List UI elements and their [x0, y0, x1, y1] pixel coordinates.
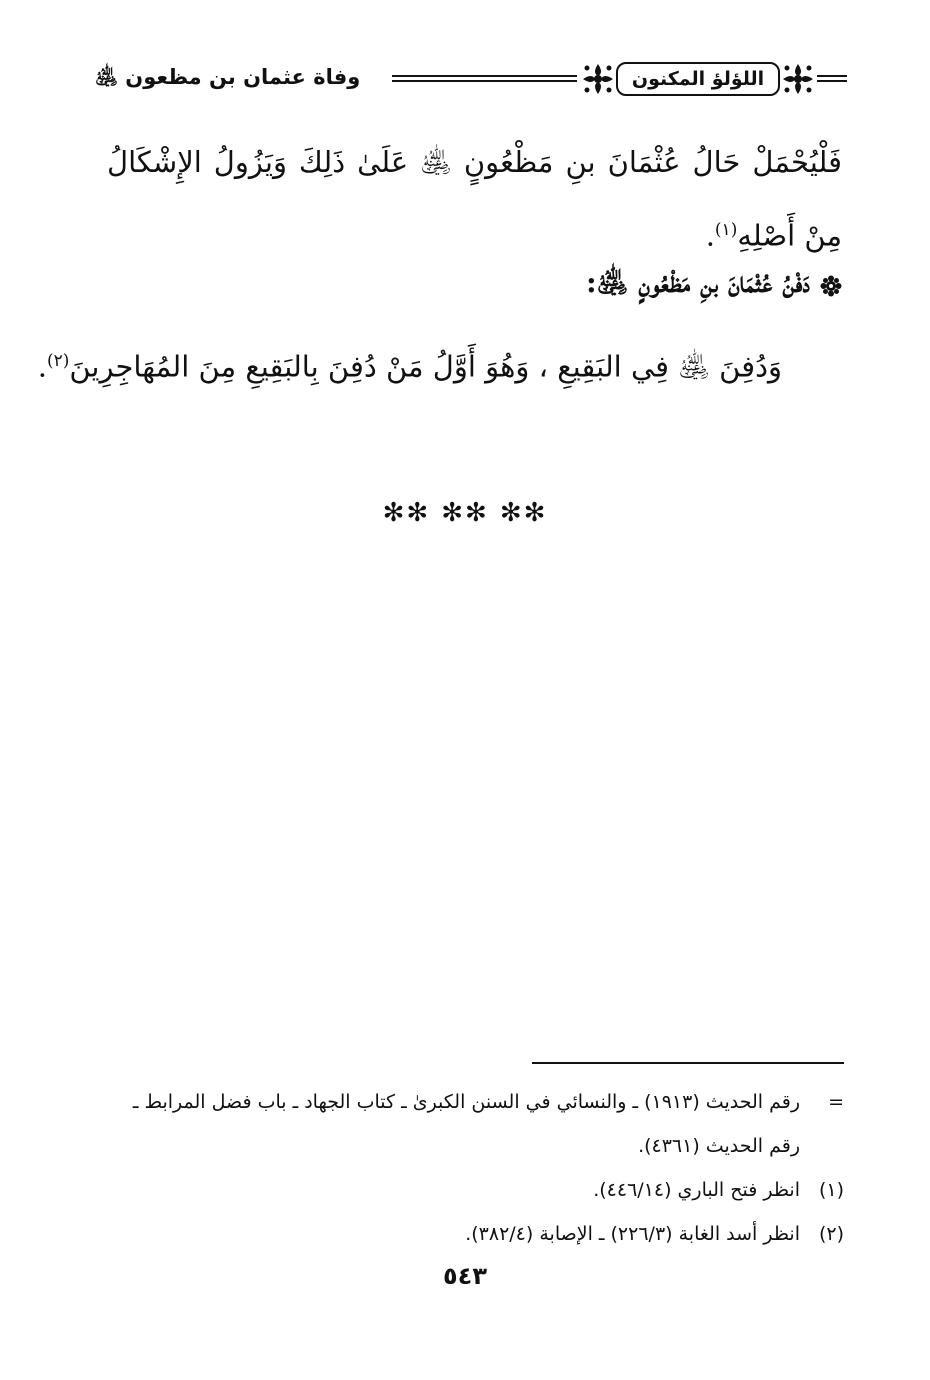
- paragraph-end: .: [37, 349, 47, 384]
- book-title: اللؤلؤ المكنون: [616, 62, 780, 96]
- footnote-text: رقم الحديث (١٩١٣) ـ والنسائي في السنن الكبرىٰ ـ كتاب الجهاد ـ باب فضل المرابط ـ رقم الحديث (٤٣٦١).: [132, 1091, 800, 1157]
- floral-ornament-icon: [781, 62, 815, 96]
- header-rule-middle: [392, 75, 577, 82]
- header-rule-right: [817, 75, 847, 82]
- footnote-mark: =: [828, 1091, 844, 1113]
- footnote-mark: (١): [818, 1179, 844, 1201]
- chapter-title: وفاة عثمان بن مظعون ﵁: [95, 65, 361, 89]
- footnote-text: انظر أسد الغابة (٢٢٦/٣) ـ الإصابة (٣٨٢/٤).: [465, 1223, 800, 1245]
- book-title-cartouche: [581, 58, 815, 100]
- section-separator: ✻✻ ✻✻ ✻✻: [382, 498, 548, 528]
- section-heading: [586, 265, 842, 307]
- paragraph-end: .: [705, 218, 715, 253]
- footnote: [99, 1168, 844, 1212]
- footnote-rule: [532, 1062, 844, 1064]
- footnote: [99, 1080, 844, 1168]
- footnote-text: انظر فتح الباري (٤٤٦/١٤).: [593, 1179, 800, 1201]
- footnote: [99, 1212, 844, 1256]
- footnotes: [99, 1080, 844, 1256]
- floral-ornament-icon: [581, 62, 615, 96]
- footnote-mark: (٢): [818, 1223, 844, 1245]
- paragraph: [37, 336, 842, 392]
- paragraph: [107, 128, 842, 270]
- footnote-reference: (٢): [46, 351, 70, 371]
- section-heading-text: دَفْنُ عُثْمَانَ بنِ مَظْعُونٍ ﵁:: [585, 265, 810, 299]
- paragraph-text: فَلْيُحْمَلْ حَالُ عُثْمَانَ بنِ مَظْعُونٍ ﵁ عَلَىٰ ذَلِكَ وَيَزُولُ الإِشْكَالُ مِنْ أَصْلِهِ: [107, 145, 842, 253]
- footnote-reference: (١): [714, 220, 738, 240]
- flower-bullet-icon: [820, 275, 842, 297]
- paragraph-text: وَدُفِنَ ﵁ فِي البَقِيعِ ، وَهُوَ أَوَّلُ مَنْ دُفِنَ بِالبَقِيعِ مِنَ المُهَاجِرِينَ: [69, 349, 782, 384]
- page-number: ٥٤٣: [443, 1262, 487, 1290]
- running-header: [95, 56, 847, 104]
